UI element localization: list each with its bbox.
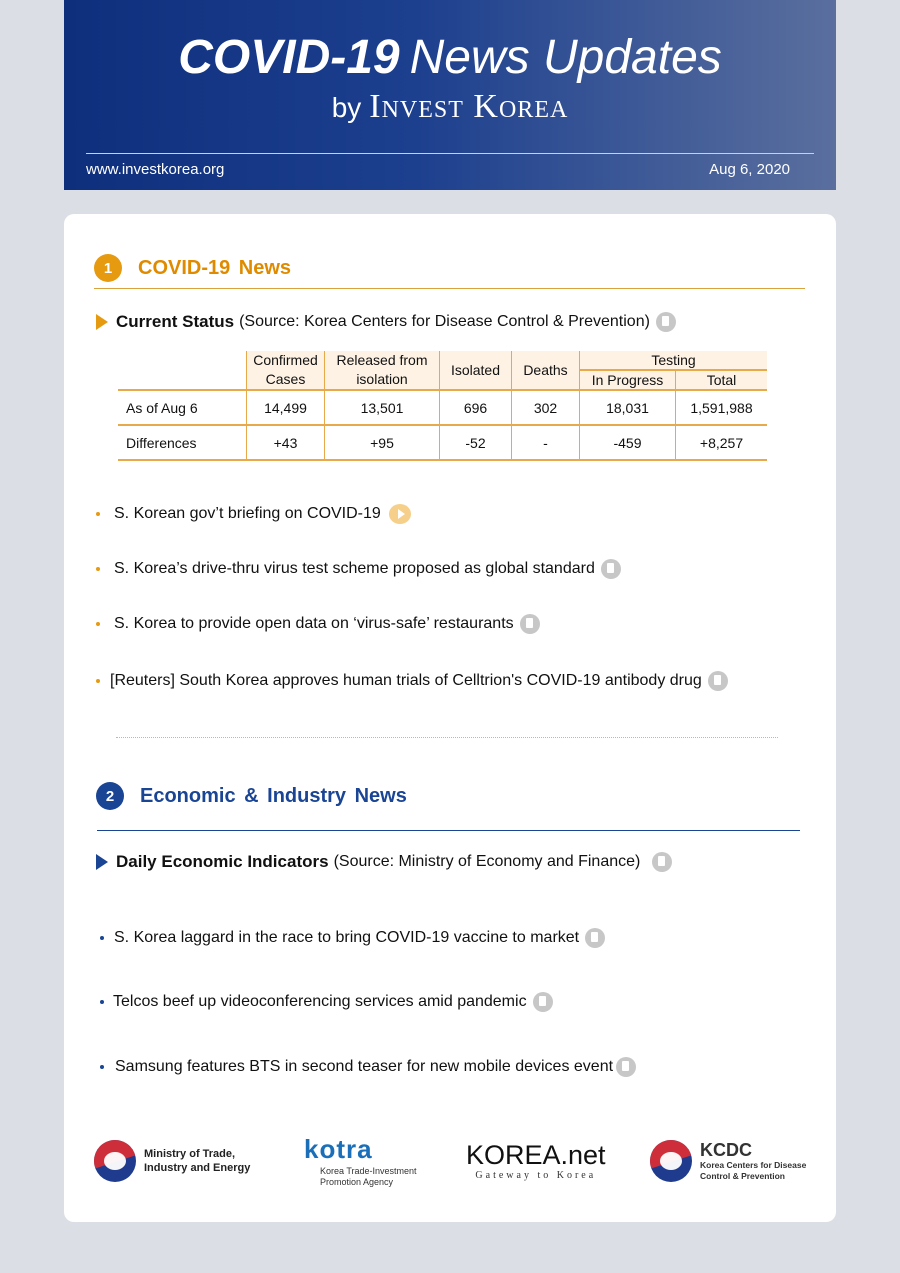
current-status-heading: Current Status (Source: Korea Centers for Disease Control & Prevention) [96, 312, 676, 332]
kcdc-logo: KCDC Korea Centers for Disease Control & Prevention [650, 1140, 806, 1182]
koreanet-logo: KOREA.net Gateway to Korea [466, 1140, 606, 1181]
document-icon[interactable] [708, 671, 728, 691]
taegeuk-emblem-icon [94, 1140, 136, 1182]
kotra-logo: kotra Korea Trade-Investment Promotion Agency [304, 1134, 417, 1187]
table-row: Differences +43 +95 -52 - -459 +8,257 [118, 425, 767, 460]
news-item-vaccine[interactable]: S. Korea laggard in the race to bring COVID-19 vaccine to market [100, 928, 605, 948]
invest-korea-brand: Invest Korea [369, 88, 569, 125]
bullet-dot [96, 512, 100, 516]
header-banner [64, 0, 836, 190]
document-icon[interactable] [520, 614, 540, 634]
section-title: Economic & Industry News [140, 784, 407, 807]
section-title: COVID-19 News [138, 256, 292, 279]
document-icon[interactable] [616, 1057, 636, 1077]
triangle-bullet-icon [96, 314, 108, 330]
news-item-telcos[interactable]: Telcos beef up videoconferencing services amid pandemic [100, 992, 553, 1012]
motie-logo: Ministry of Trade, Industry and Energy [94, 1140, 250, 1182]
section-number-badge: 1 [94, 254, 122, 282]
col-released: Released from isolation [325, 351, 440, 390]
document-icon[interactable] [601, 559, 621, 579]
news-item-drive-thru[interactable]: S. Korea’s drive-thru virus test scheme proposed as global standard [96, 559, 621, 579]
news-item-briefing[interactable]: S. Korean gov’t briefing on COVID-19 [96, 504, 411, 524]
table-row: As of Aug 6 14,499 13,501 696 302 18,031 1,591,988 [118, 390, 767, 425]
bullet-dot [100, 936, 104, 940]
col-confirmed: Confirmed Cases [247, 351, 325, 390]
header-divider [86, 153, 814, 154]
newsletter-title: COVID-19 News Updates [178, 31, 722, 84]
bullet-dot [96, 567, 100, 571]
news-item-samsung[interactable]: Samsung features BTS in second teaser for new mobile devices event [100, 1057, 636, 1077]
document-icon[interactable] [652, 852, 672, 872]
col-testing: Testing [580, 351, 768, 370]
document-icon[interactable] [585, 928, 605, 948]
section-number-badge: 2 [96, 782, 124, 810]
col-total: Total [676, 370, 768, 390]
video-play-icon[interactable] [389, 504, 411, 524]
website-link[interactable]: www.investkorea.org [86, 161, 225, 178]
col-isolated: Isolated [440, 351, 512, 390]
issue-date: Aug 6, 2020 [709, 161, 790, 178]
section-divider [97, 830, 800, 831]
taegeuk-emblem-icon [650, 1140, 692, 1182]
news-item-celltrion[interactable]: [Reuters] South Korea approves human trials of Celltrion's COVID-19 antibody drug [96, 671, 728, 691]
section-covid-news-heading [94, 254, 291, 282]
section-divider [94, 288, 805, 289]
col-in-progress: In Progress [580, 370, 676, 390]
bullet-dot [96, 679, 100, 683]
partner-logos [64, 1134, 836, 1204]
content-card [64, 214, 836, 1222]
newsletter-subtitle: by Invest Korea [331, 88, 569, 125]
document-icon[interactable] [656, 312, 676, 332]
bullet-dot [96, 622, 100, 626]
section-economic-news-heading [96, 782, 407, 810]
document-icon[interactable] [533, 992, 553, 1012]
daily-indicators-heading: Daily Economic Indicators (Source: Ministry of Economy and Finance) [96, 852, 672, 872]
news-item-restaurants[interactable]: S. Korea to provide open data on ‘virus-safe’ restaurants [96, 614, 540, 634]
status-table [118, 351, 767, 461]
bullet-dot [100, 1065, 104, 1069]
bullet-dot [100, 1000, 104, 1004]
triangle-bullet-icon [96, 854, 108, 870]
dotted-divider [116, 737, 778, 738]
col-deaths: Deaths [512, 351, 580, 390]
